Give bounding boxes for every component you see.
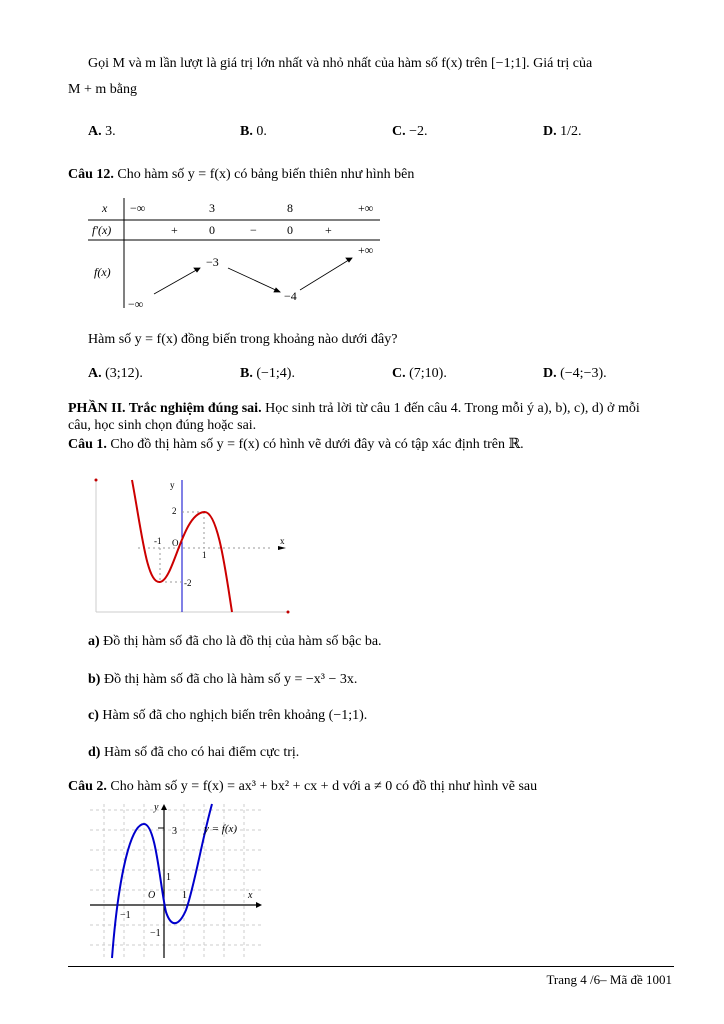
item-label: b) [88, 672, 101, 687]
x-value: 8 [287, 201, 293, 215]
q12-option-a[interactable] [88, 366, 143, 382]
q12-stem [68, 167, 414, 183]
q12-option-b[interactable] [240, 366, 295, 382]
y-axis-label: y [170, 480, 175, 490]
question-label: Câu 12. [68, 167, 114, 182]
question-text: Cho đồ thị hàm số y = f(x) có hình vẽ dưới đây và có tập xác định trên ℝ. [110, 437, 524, 452]
variation-arrows [154, 258, 352, 294]
option-label: A. [88, 366, 102, 381]
f-value: −∞ [128, 297, 144, 311]
option-label: B. [240, 366, 253, 381]
f-value: −3 [206, 255, 219, 269]
option-value: 3. [105, 124, 116, 139]
tick-label: 1 [166, 872, 171, 883]
tick-label: -2 [184, 578, 192, 588]
item-label: a) [88, 634, 100, 649]
y-axis-label: y [154, 802, 159, 813]
fprime-label: f′(x) [92, 223, 112, 237]
q11-option-d[interactable] [543, 124, 582, 140]
q11-option-a[interactable] [88, 124, 116, 140]
part2-intro-line1: Học sinh trả lời từ câu 1 đến câu 4. Trong mỗi ý a), b), c), d) ở mỗi [265, 401, 640, 416]
tick-label: 1 [182, 890, 187, 901]
fprime-sign: − [250, 223, 257, 237]
question-label: Câu 1. [68, 437, 107, 452]
c1-stem [68, 436, 524, 453]
curve-label: y = f(x) [204, 823, 238, 835]
tick-label: −1 [120, 910, 131, 921]
item-label: c) [88, 708, 99, 723]
option-label: D. [543, 124, 557, 139]
fprime-sign: + [171, 223, 178, 237]
q12-option-c[interactable] [392, 366, 447, 382]
option-label: C. [392, 124, 406, 139]
option-value: 1/2. [560, 124, 582, 139]
c1-item-a[interactable] [88, 634, 382, 650]
q11-line1: Gọi M và m lần lượt là giá trị lớn nhất và nhỏ nhất của hàm số f(x) trên [−1;1]. Giá trị của [88, 56, 593, 71]
option-label: B. [240, 124, 253, 139]
page-footer: Trang 4 /6– Mã đề 1001 [546, 972, 672, 987]
c1-item-b[interactable] [88, 672, 357, 688]
item-label: d) [88, 745, 101, 760]
c2-stem [68, 779, 537, 795]
fprime-sign: 0 [287, 223, 293, 237]
part2-intro-line2: câu, học sinh chọn đúng hoặc sai. [68, 418, 257, 433]
fprime-sign: 0 [209, 223, 215, 237]
item-text: Hàm số đã cho có hai điểm cực trị. [103, 745, 300, 760]
option-value: −2. [409, 124, 428, 139]
part2-intro [68, 401, 640, 417]
x-value: +∞ [358, 201, 374, 215]
x-value: −∞ [130, 201, 146, 215]
question-text: Cho hàm số y = f(x) có bảng biến thiên như hình bên [117, 167, 415, 182]
question-label: Câu 2. [68, 779, 107, 794]
part2-title: PHẦN II. Trắc nghiệm đúng sai. [68, 401, 262, 416]
tick-label: −1 [150, 928, 161, 939]
q12-question: Hàm số y = f(x) đồng biến trong khoảng nào dưới đây? [88, 332, 398, 347]
option-value: 0. [256, 124, 267, 139]
item-text: Đồ thị hàm số đã cho là đồ thị của hàm số bậc ba. [103, 634, 382, 649]
footer-divider [68, 966, 674, 967]
x-axis-label: x [248, 890, 253, 901]
q11-option-b[interactable] [240, 124, 267, 140]
f-value: −4 [284, 289, 297, 303]
x-label: x [102, 201, 108, 215]
option-value: (−1;4). [256, 366, 295, 381]
origin-label: O [148, 890, 156, 901]
q11-option-c[interactable] [392, 124, 428, 140]
fprime-sign: + [325, 223, 332, 237]
option-value: (7;10). [409, 366, 447, 381]
item-text: Hàm số đã cho nghịch biến trên khoảng (−1;1). [102, 708, 368, 723]
option-value: (−4;−3). [560, 366, 607, 381]
q12-option-d[interactable] [543, 366, 607, 382]
q11-line2: M + m bằng [68, 82, 137, 97]
x-axis-label: x [280, 536, 285, 546]
c1-item-d[interactable] [88, 745, 299, 761]
item-text: Đồ thị hàm số đã cho là hàm số y = −x³ − 3x. [103, 672, 358, 687]
variation-table [88, 194, 388, 312]
option-value: (3;12). [105, 366, 143, 381]
tick-label: O [172, 538, 179, 548]
option-label: C. [392, 366, 406, 381]
tick-label: 1 [202, 550, 207, 560]
question-text: Cho hàm số y = f(x) = ax³ + bx² + cx + d với a ≠ 0 có đồ thị như hình vẽ sau [110, 779, 538, 794]
tick-label: 3 [172, 826, 177, 837]
f-label: f(x) [94, 265, 111, 279]
c1-graph [92, 474, 292, 616]
x-value: 3 [209, 201, 215, 215]
c1-item-c[interactable] [88, 708, 367, 724]
option-label: D. [543, 366, 557, 381]
c2-graph [86, 800, 266, 960]
tick-label: -1 [154, 536, 162, 546]
tick-label: 2 [172, 506, 177, 516]
option-label: A. [88, 124, 102, 139]
c2-curve [112, 804, 212, 958]
f-value: +∞ [358, 243, 374, 257]
